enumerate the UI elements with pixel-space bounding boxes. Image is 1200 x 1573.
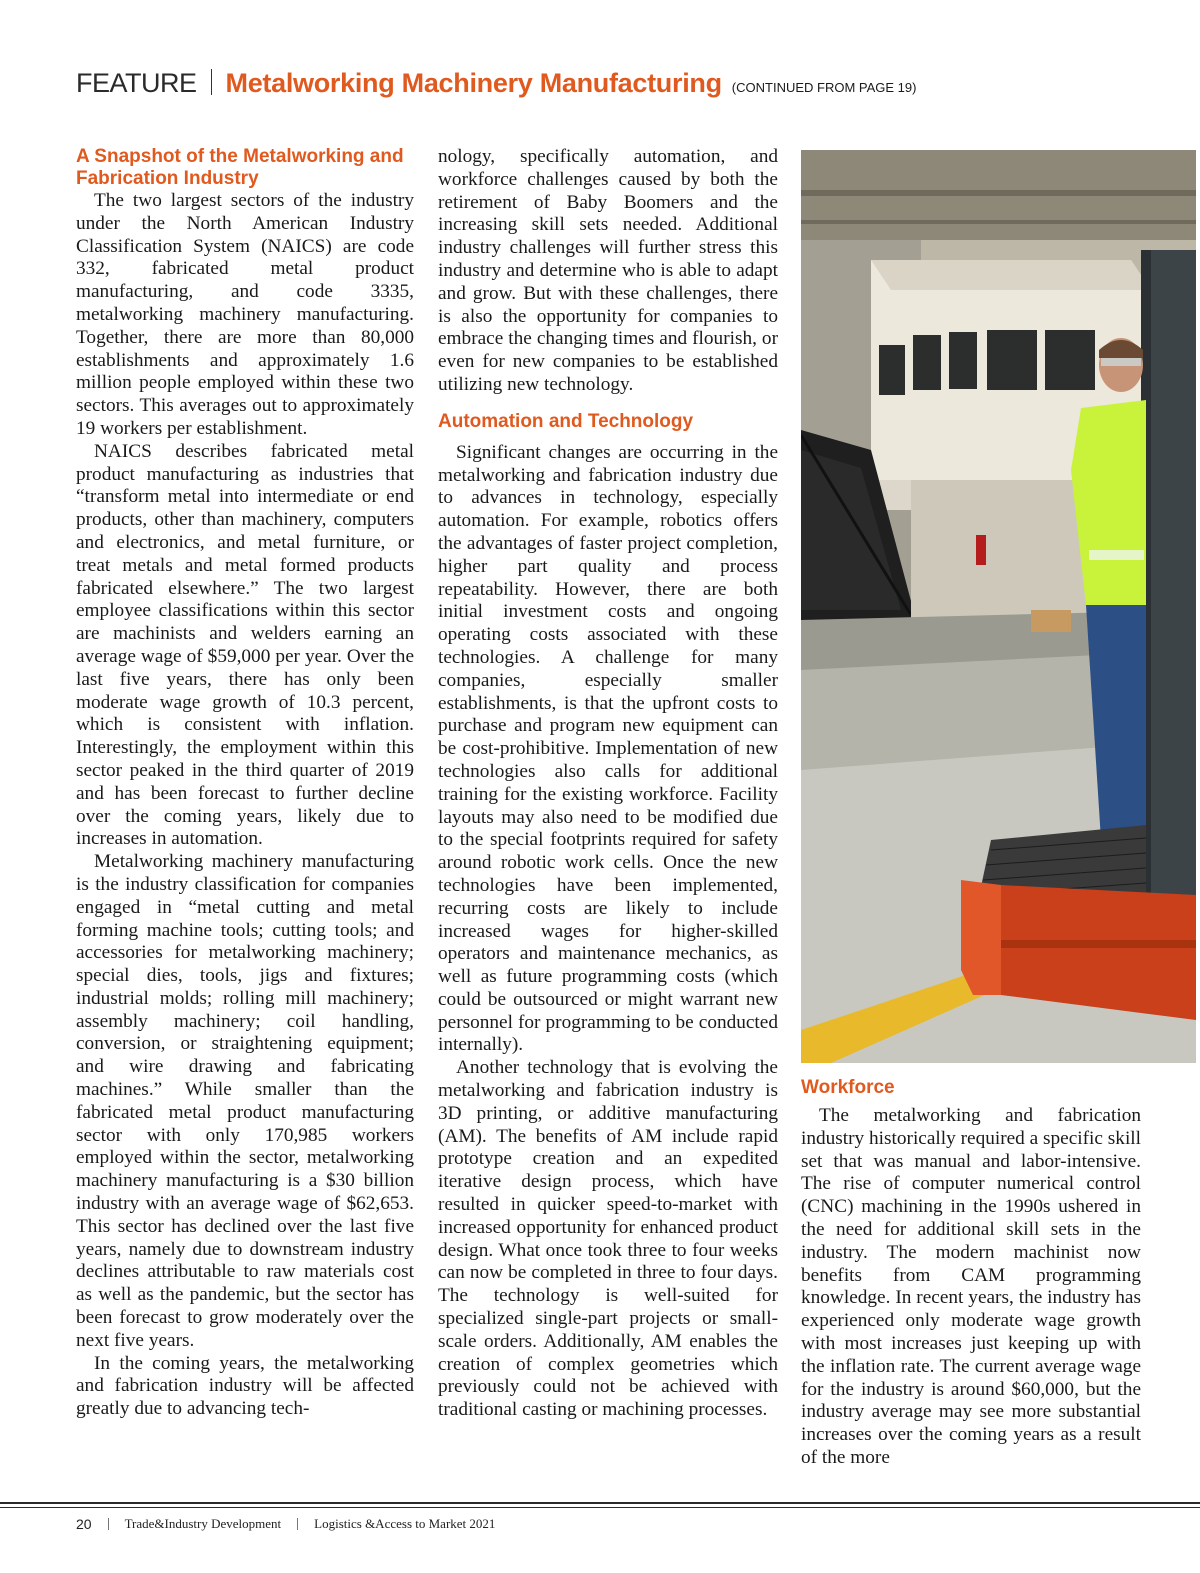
column-2 xyxy=(438,146,778,1422)
column-1 xyxy=(76,146,414,1421)
issue-name: Logistics &Access to Market 2021 xyxy=(314,1516,496,1531)
article-title: Metalworking Machinery Manufacturing xyxy=(225,68,722,98)
footer-rule xyxy=(0,1507,1200,1508)
paragraph: Metalworking machinery manufacturing is the industry classification for companies engaged in “metal cutting and metal forming machine tools; cutting tools; and accessories for metalworking machinery; special dies, tools, jigs and fixtures; industrial molds; rolling mill machinery; assembly machinery; coil handling, conversion, or straightening equipment; and wire drawing and fabricating machines.” While smaller than the fabricated metal product manufacturing sector with only 170,985 workers employed within the sector, metalworking machinery manufacturing is a $30 billion industry with an average wage of $62,653. This sector has declined over the last five years, namely due to downstream industry declines attributable to raw materials cost as well as the pandemic, but the sector has been forecast to grow moderately over the next five years. xyxy=(76,851,414,1351)
paragraph: The two largest sectors of the industry under the North American Industry Classification System (NAICS) are code 332, fabricated metal product manufacturing, and code 3335, metalworking machinery manufacturing. Together, there are more than 80,000 establishments and approximately 1.6 million people employed within these two sectors. This averages out to approximately 19 workers per establishment. xyxy=(76,190,414,439)
subhead-snapshot: A Snapshot of the Metalworking and Fabrication Industry xyxy=(76,146,404,189)
paragraph: In the coming years, the metalworking and fabrication industry will be affected greatly due to advancing tech- xyxy=(76,1352,414,1420)
paragraph: NAICS describes fabricated metal product manufacturing as industries that “transform metal into intermediate or end products, other than machinery, computers and electronics, and metal furniture, or treat metals and metal formed products fabricated elsewhere.” The two largest employee classifications within this sector are machinists and welders earning an average wage of $59,000 per year. Over the last five years, there has only been moderate wage growth of 10.3 percent, which is consistent with inflation. Interestingly, the employment within this sector peaked in the third quarter of 2019 and has been forecast to further decline over the coming years, likely due to increases in automation. xyxy=(76,440,414,850)
footer-divider xyxy=(297,1518,298,1530)
publication-name: Trade&Industry Development xyxy=(124,1516,282,1531)
subhead-workforce: Workforce xyxy=(801,1077,895,1098)
paragraph: Another technology that is evolving the metalworking and fabrication industry is 3D printing, or additive manufacturing (AM). The benefits of AM include rapid prototype creation and an expedited iterative design process, which have resulted in quicker speed-to-market with increased opportunity for enhanced product design. What once took three to four weeks can now be completed in three to four days. The technology is well-suited for specialized single-part projects or small-scale orders. Additionally, AM enables the creation of complex geometries which previously could not be achieved with traditional casting or machining processes. xyxy=(438,1057,778,1421)
header-divider xyxy=(211,69,212,95)
factory-worker-photo xyxy=(801,150,1196,1063)
subhead-automation: Automation and Technology xyxy=(438,410,694,432)
footer-divider xyxy=(108,1518,109,1530)
paragraph: Significant changes are occurring in the metalworking and fabrication industry due to advances in technology, especially automation. For example, robotics offers the advantages of faster project completion, higher part quality and process repeatability. However, there are both initial investment costs and ongoing operating costs associated with these technologies. A challenge for many companies, especially smaller establishments, is that the upfront costs to purchase and program new equipment can be cost-prohibitive. Implementation of new technologies also calls for additional training for the existing workforce. Facility layouts may also need to be modified due to the special footprints required for safety around robotic work cells. Once the new technologies have been implemented, recurring costs are likely to include increased wages for higher-skilled operators and maintenance mechanics, as well as future programming costs (which could be outsourced or might warrant new personnel for programming to be conducted internally). xyxy=(438,441,778,1056)
page-footer xyxy=(76,1514,495,1534)
column-3 xyxy=(801,1077,1141,1470)
section-kicker: FEATURE xyxy=(76,68,197,98)
photo-illustration xyxy=(801,150,1196,1063)
paragraph-continued: nology, specifically automation, and workforce challenges caused by both the retirement of Baby Boomers and the increasing skill sets needed. Additional industry challenges will further stress this industry and determine who is able to adapt and grow. But with these challenges, there is also the opportunity for companies to embrace the changing times and flourish, or even for new companies to be established utilizing new technology. xyxy=(438,146,778,395)
page-number: 20 xyxy=(76,1516,92,1532)
page-header xyxy=(76,66,1156,106)
footer-rule xyxy=(0,1502,1200,1504)
paragraph: The metalworking and fabrication industry historically required a specific skill set that was manual and labor-intensive. The rise of computer numerical control (CNC) machining in the 1990s ushered in the need for additional skill sets in the industry. The modern machinist now benefits from CAM programming knowledge. In recent years, the industry has experienced only moderate wage growth with most increases just keeping up with the inflation rate. The current average wage for the industry is around $60,000, but the industry average may see more substantial increases over the coming years as a result of the more xyxy=(801,1105,1142,1468)
continued-note: (CONTINUED FROM PAGE 19) xyxy=(731,80,917,95)
